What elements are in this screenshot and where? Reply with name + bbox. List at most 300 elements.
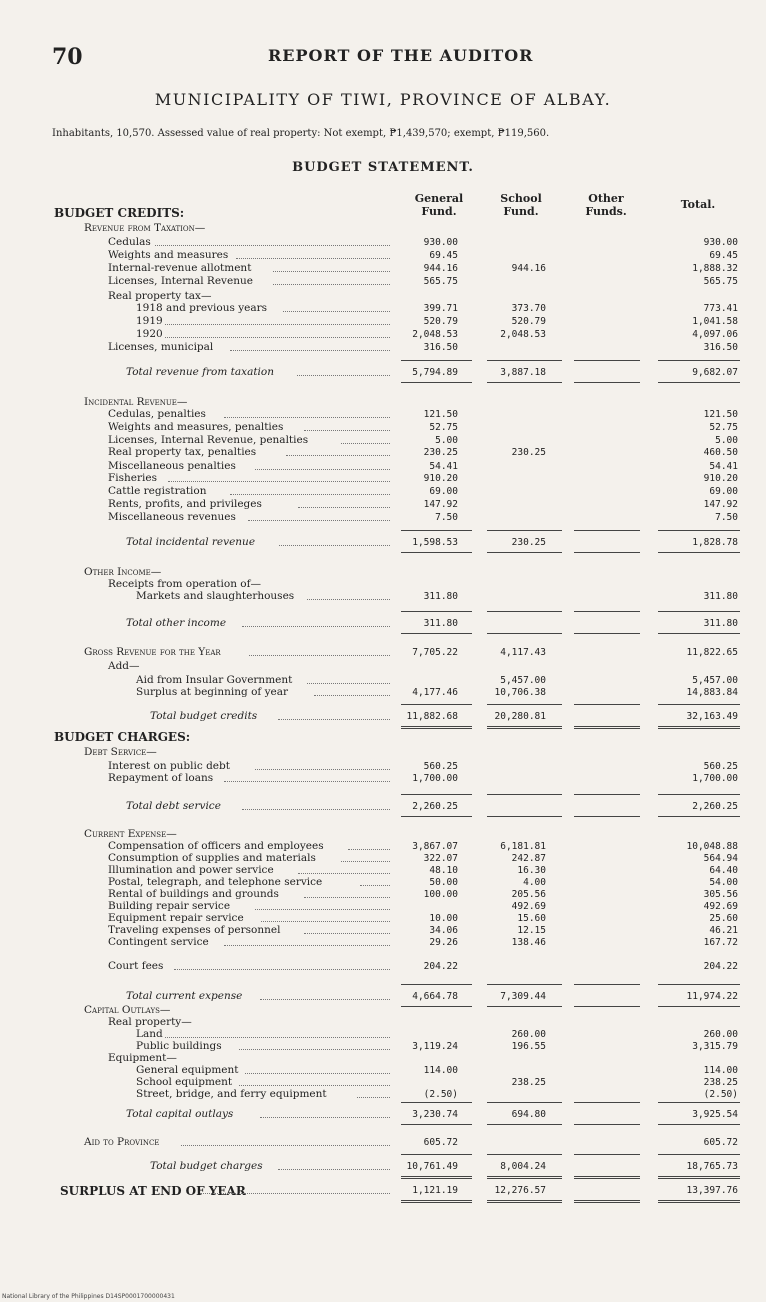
value-total: 167.72 [703,937,738,948]
value-total: 18,765.73 [686,1161,738,1172]
value-school: 15.60 [517,913,546,924]
row-label: Gross Revenue for the Year [84,646,221,658]
value-school: 16.30 [517,865,546,876]
value-general: 311.80 [423,618,458,629]
value-general: 605.72 [423,1137,458,1148]
value-total: 11,822.65 [686,647,738,658]
total-underline [487,633,562,634]
value-general: 520.79 [423,316,458,327]
row-label: Rental of buildings and grounds [108,888,279,900]
row-label: Cattle registration [108,485,207,497]
row-label: Internal-revenue allotment [108,262,252,274]
leader-dots [341,443,390,444]
value-general: 147.92 [423,499,458,510]
value-total: 910.20 [703,473,738,484]
total-underline [658,816,740,817]
value-total: 69.00 [709,486,738,497]
row-label: Miscellaneous revenues [108,511,236,523]
value-total: 238.25 [703,1077,738,1088]
total-underline [401,1124,472,1125]
page-number: 70 [52,44,83,70]
total-underline [487,552,562,553]
leader-dots [283,311,390,312]
value-total: 930.00 [703,237,738,248]
row-label: Surplus at beginning of year [136,686,289,698]
row-label: Public buildings [136,1040,222,1052]
value-total: 5.00 [715,435,738,446]
footer-credit: National Library of the Philippines D14SP0001700000431 [2,1293,175,1300]
total-rule [487,794,562,795]
leader-dots [236,258,390,259]
section-budget-credits: BUDGET CREDITS: [54,206,185,220]
col-other-header: Other Funds. [585,192,627,218]
total-underline [401,1006,472,1007]
value-general: 121.50 [423,409,458,420]
row-label: Land [136,1028,163,1040]
leader-dots [341,861,390,862]
row-label: Aid to Province [84,1136,160,1148]
value-total: 13,397.76 [686,1185,738,1196]
value-general: 1,700.00 [412,773,458,784]
value-total: 1,041.58 [692,316,738,327]
value-general: 565.75 [423,276,458,287]
total-rule [658,704,740,705]
value-general: 560.25 [423,761,458,772]
row-label: Current Expense— [84,828,177,840]
leader-dots [279,545,390,546]
total-rule [487,1178,562,1179]
row-label: Capital Outlays— [84,1004,171,1016]
leader-dots [165,324,390,325]
total-underline [401,726,472,729]
value-total: 260.00 [703,1029,738,1040]
total-underline [574,1006,640,1007]
total-rule [401,1102,472,1103]
value-total: 10,048.88 [686,841,738,852]
leader-dots [230,350,390,351]
value-total: 4,097.06 [692,329,738,340]
total-underline [574,633,640,634]
leader-dots [255,469,390,470]
value-total: 460.50 [703,447,738,458]
row-label: 1918 and previous years [136,302,268,314]
total-rule [658,1154,740,1155]
leader-dots [230,494,390,495]
total-rule [574,794,640,795]
value-general: 4,664.78 [412,991,458,1002]
value-total: 114.00 [703,1065,738,1076]
total-rule [658,360,740,361]
total-underline [487,1006,562,1007]
leader-dots [224,945,390,946]
leader-dots [307,599,390,600]
value-general: 399.71 [423,303,458,314]
total-underline [487,816,562,817]
row-label: Total incidental revenue [126,536,256,548]
value-school: 20,280.81 [494,711,546,722]
total-underline [401,816,472,817]
value-total: 1,828.78 [692,537,738,548]
value-school: 5,457.00 [500,675,546,686]
value-school: 520.79 [511,316,546,327]
leader-dots [297,375,390,376]
value-general: 3,119.24 [412,1041,458,1052]
value-school: 205.56 [511,889,546,900]
total-rule [658,794,740,795]
value-general: 11,882.68 [406,711,458,722]
leader-dots [249,655,390,656]
value-school: 4,117.43 [500,647,546,658]
value-total: 311.80 [703,618,738,629]
value-general: 69.45 [429,250,458,261]
value-total: 69.45 [709,250,738,261]
row-label: Total current expense [126,990,243,1002]
leader-dots [165,337,390,338]
row-label: Revenue from Taxation— [84,222,206,234]
value-general: 5.00 [435,435,458,446]
row-label: Fisheries [108,472,157,484]
value-general: 4,177.46 [412,687,458,698]
row-label: Licenses, Internal Revenue [108,275,253,287]
value-total: 3,925.54 [692,1109,738,1120]
total-underline [487,1124,562,1125]
value-total: 492.69 [703,901,738,912]
row-label: Weights and measures, penalties [108,421,284,433]
total-underline [658,633,740,634]
value-total: 147.92 [703,499,738,510]
leader-dots [261,921,390,922]
value-total: 560.25 [703,761,738,772]
value-school: 230.25 [511,537,546,548]
leader-dots [286,455,390,456]
value-total: 64.40 [709,865,738,876]
leader-dots [304,933,390,934]
total-rule [401,1178,472,1179]
total-rule [487,984,562,985]
leader-dots [304,897,390,898]
total-underline [658,552,740,553]
row-label: Real property tax— [108,290,212,302]
leader-dots [260,1117,390,1118]
total-rule [574,611,640,612]
value-total: 305.56 [703,889,738,900]
leader-dots [278,719,390,720]
row-label: Total debt service [126,800,221,812]
value-general: 7,705.22 [412,647,458,658]
leader-dots [273,284,390,285]
total-rule [574,360,640,361]
leader-dots [307,683,390,684]
total-underline [401,552,472,553]
value-total: 565.75 [703,276,738,287]
row-label: Building repair service [108,900,231,912]
leader-dots [242,809,390,810]
leader-dots [348,849,390,850]
row-label: Total budget credits [150,710,258,722]
statement-title: BUDGET STATEMENT. [292,160,474,175]
inhabitants-line: Inhabitants, 10,570. Assessed value of real property: Not exempt, ₱1,439,570; exempt, ₱119,560. [52,128,550,139]
value-total: 204.22 [703,961,738,972]
value-school: 492.69 [511,901,546,912]
value-school: 944.16 [511,263,546,274]
value-school: 260.00 [511,1029,546,1040]
value-school: 4.00 [523,877,546,888]
leader-dots [174,969,390,970]
value-general: 100.00 [423,889,458,900]
total-rule [401,984,472,985]
total-underline [487,382,562,383]
value-general: 5,794.89 [412,367,458,378]
value-school: 2,048.53 [500,329,546,340]
value-total: 564.94 [703,853,738,864]
total-underline [574,382,640,383]
value-total: 25.60 [709,913,738,924]
value-total: 9,682.07 [692,367,738,378]
total-rule [658,530,740,531]
leader-dots [298,507,390,508]
row-label: Aid from Insular Government [136,674,293,686]
value-total: 2,260.25 [692,801,738,812]
value-school: 694.80 [511,1109,546,1120]
leader-dots [255,769,390,770]
total-underline [574,1200,640,1203]
row-label: Interest on public debt [108,760,230,772]
leader-dots [314,695,390,696]
total-rule [401,704,472,705]
total-underline [658,1006,740,1007]
total-rule [401,530,472,531]
row-label: Weights and measures [108,249,229,261]
leader-dots [245,1073,390,1074]
row-label: Receipts from operation of— [108,578,262,590]
row-label: Illumination and power service [108,864,274,876]
value-total: 773.41 [703,303,738,314]
row-label: Street, bridge, and ferry equipment [136,1088,327,1100]
value-school: 12.15 [517,925,546,936]
value-total: 311.80 [703,591,738,602]
row-label: Miscellaneous penalties [108,460,236,472]
row-label: Equipment repair service [108,912,244,924]
value-general: 10,761.49 [406,1161,458,1172]
total-rule [574,1102,640,1103]
value-school: 12,276.57 [494,1185,546,1196]
row-label: School equipment [136,1076,233,1088]
value-school: 138.46 [511,937,546,948]
leader-dots [255,909,390,910]
value-general: 944.16 [423,263,458,274]
value-total: 54.00 [709,877,738,888]
value-total: 121.50 [703,409,738,420]
row-label: 1920 [136,328,163,340]
total-underline [658,1200,740,1203]
leader-dots [242,626,390,627]
value-general: 2,048.53 [412,329,458,340]
total-underline [658,1124,740,1125]
value-school: 6,181.81 [500,841,546,852]
value-general: 204.22 [423,961,458,972]
value-school: 7,309.44 [500,991,546,1002]
row-label: Add— [108,660,140,672]
value-total: 54.41 [709,461,738,472]
row-label: Licenses, Internal Revenue, penalties [108,434,309,446]
value-general: 322.07 [423,853,458,864]
value-general: 316.50 [423,342,458,353]
total-rule [401,1154,472,1155]
row-label: Postal, telegraph, and telephone service [108,876,323,888]
total-rule [487,704,562,705]
row-label: Total budget charges [150,1160,263,1172]
value-total: 32,163.49 [686,711,738,722]
total-underline [574,816,640,817]
leader-dots [273,271,390,272]
col-school-header: School Fund. [500,192,542,218]
value-general: 910.20 [423,473,458,484]
row-label: Repayment of loans [108,772,214,784]
row-label: Cedulas, penalties [108,408,206,420]
value-general: 29.26 [429,937,458,948]
total-rule [487,611,562,612]
total-underline [658,726,740,729]
value-school: 242.87 [511,853,546,864]
row-label: Markets and slaughterhouses [136,590,295,602]
leader-dots [155,245,390,246]
value-general: 3,230.74 [412,1109,458,1120]
total-underline [401,1200,472,1203]
total-rule [658,984,740,985]
row-label: Equipment— [108,1052,177,1064]
value-total: 3,315.79 [692,1041,738,1052]
value-school: 373.70 [511,303,546,314]
value-general: 311.80 [423,591,458,602]
value-total: (2.50) [703,1089,738,1100]
total-rule [487,1154,562,1155]
row-label: SURPLUS AT END OF YEAR [60,1184,246,1198]
leader-dots [357,1097,390,1098]
total-rule [574,984,640,985]
value-general: 2,260.25 [412,801,458,812]
value-general: 48.10 [429,865,458,876]
value-general: 50.00 [429,877,458,888]
row-label: Compensation of officers and employees [108,840,324,852]
row-label: Incidental Revenue— [84,396,188,408]
value-total: 7.50 [715,512,738,523]
value-general: 930.00 [423,237,458,248]
total-rule [658,1102,740,1103]
col-total-header: Total. [680,198,716,211]
value-general: 7.50 [435,512,458,523]
row-label: Licenses, municipal [108,341,214,353]
row-label: Rents, profits, and privileges [108,498,262,510]
value-total: 605.72 [703,1137,738,1148]
row-label: Consumption of supplies and materials [108,852,316,864]
value-school: 230.25 [511,447,546,458]
row-label: 1919 [136,315,163,327]
value-total: 5,457.00 [692,675,738,686]
value-school: 3,887.18 [500,367,546,378]
value-school: 8,004.24 [500,1161,546,1172]
total-rule [658,1178,740,1179]
total-rule [658,611,740,612]
total-rule [574,1178,640,1179]
total-rule [487,1102,562,1103]
value-general: 1,121.19 [412,1185,458,1196]
row-label: Total revenue from taxation [126,366,274,378]
value-total: 46.21 [709,925,738,936]
row-label: Debt Service— [84,746,157,758]
value-general: 10.00 [429,913,458,924]
total-rule [574,530,640,531]
row-label: Other Income— [84,566,162,578]
value-general: 1,598.53 [412,537,458,548]
value-total: 316.50 [703,342,738,353]
total-underline [487,726,562,729]
leader-dots [278,1169,390,1170]
row-label: Contingent service [108,936,209,948]
row-label: Real property tax, penalties [108,446,257,458]
total-rule [401,794,472,795]
value-total: 14,883.84 [686,687,738,698]
row-label: Real property— [108,1016,192,1028]
row-label: Cedulas [108,236,151,248]
total-rule [487,360,562,361]
running-head: REPORT OF THE AUDITOR [268,46,534,65]
total-rule [574,1154,640,1155]
value-total: 52.75 [709,422,738,433]
value-general: 230.25 [423,447,458,458]
total-rule [401,611,472,612]
value-general: (2.50) [423,1089,458,1100]
value-general: 3,867.07 [412,841,458,852]
value-general: 54.41 [429,461,458,472]
leader-dots [304,430,390,431]
leader-dots [360,885,390,886]
value-general: 34.06 [429,925,458,936]
leader-dots [260,999,390,1000]
total-underline [574,1124,640,1125]
value-general: 69.00 [429,486,458,497]
row-label: Total capital outlays [126,1108,234,1120]
leader-dots [168,481,390,482]
value-total: 11,974.22 [686,991,738,1002]
row-label: Court fees [108,960,164,972]
col-general-header: General Fund. [414,192,464,218]
leader-dots [224,417,390,418]
value-school: 196.55 [511,1041,546,1052]
leader-dots [200,1193,390,1194]
municipality-title: MUNICIPALITY OF TIWI, PROVINCE OF ALBAY. [154,90,612,109]
leader-dots [165,1037,390,1038]
value-general: 114.00 [423,1065,458,1076]
total-rule [574,704,640,705]
value-school: 10,706.38 [494,687,546,698]
value-total: 1,700.00 [692,773,738,784]
leader-dots [248,520,390,521]
value-total: 1,888.32 [692,263,738,274]
total-underline [658,382,740,383]
row-label: Total other income [126,617,227,629]
total-underline [401,382,472,383]
total-underline [401,633,472,634]
total-rule [487,530,562,531]
total-underline [487,1200,562,1203]
leader-dots [181,1145,390,1146]
total-rule [401,360,472,361]
section-budget-charges: BUDGET CHARGES: [54,730,191,744]
leader-dots [298,873,390,874]
value-school: 238.25 [511,1077,546,1088]
total-underline [574,726,640,729]
leader-dots [239,1085,390,1086]
